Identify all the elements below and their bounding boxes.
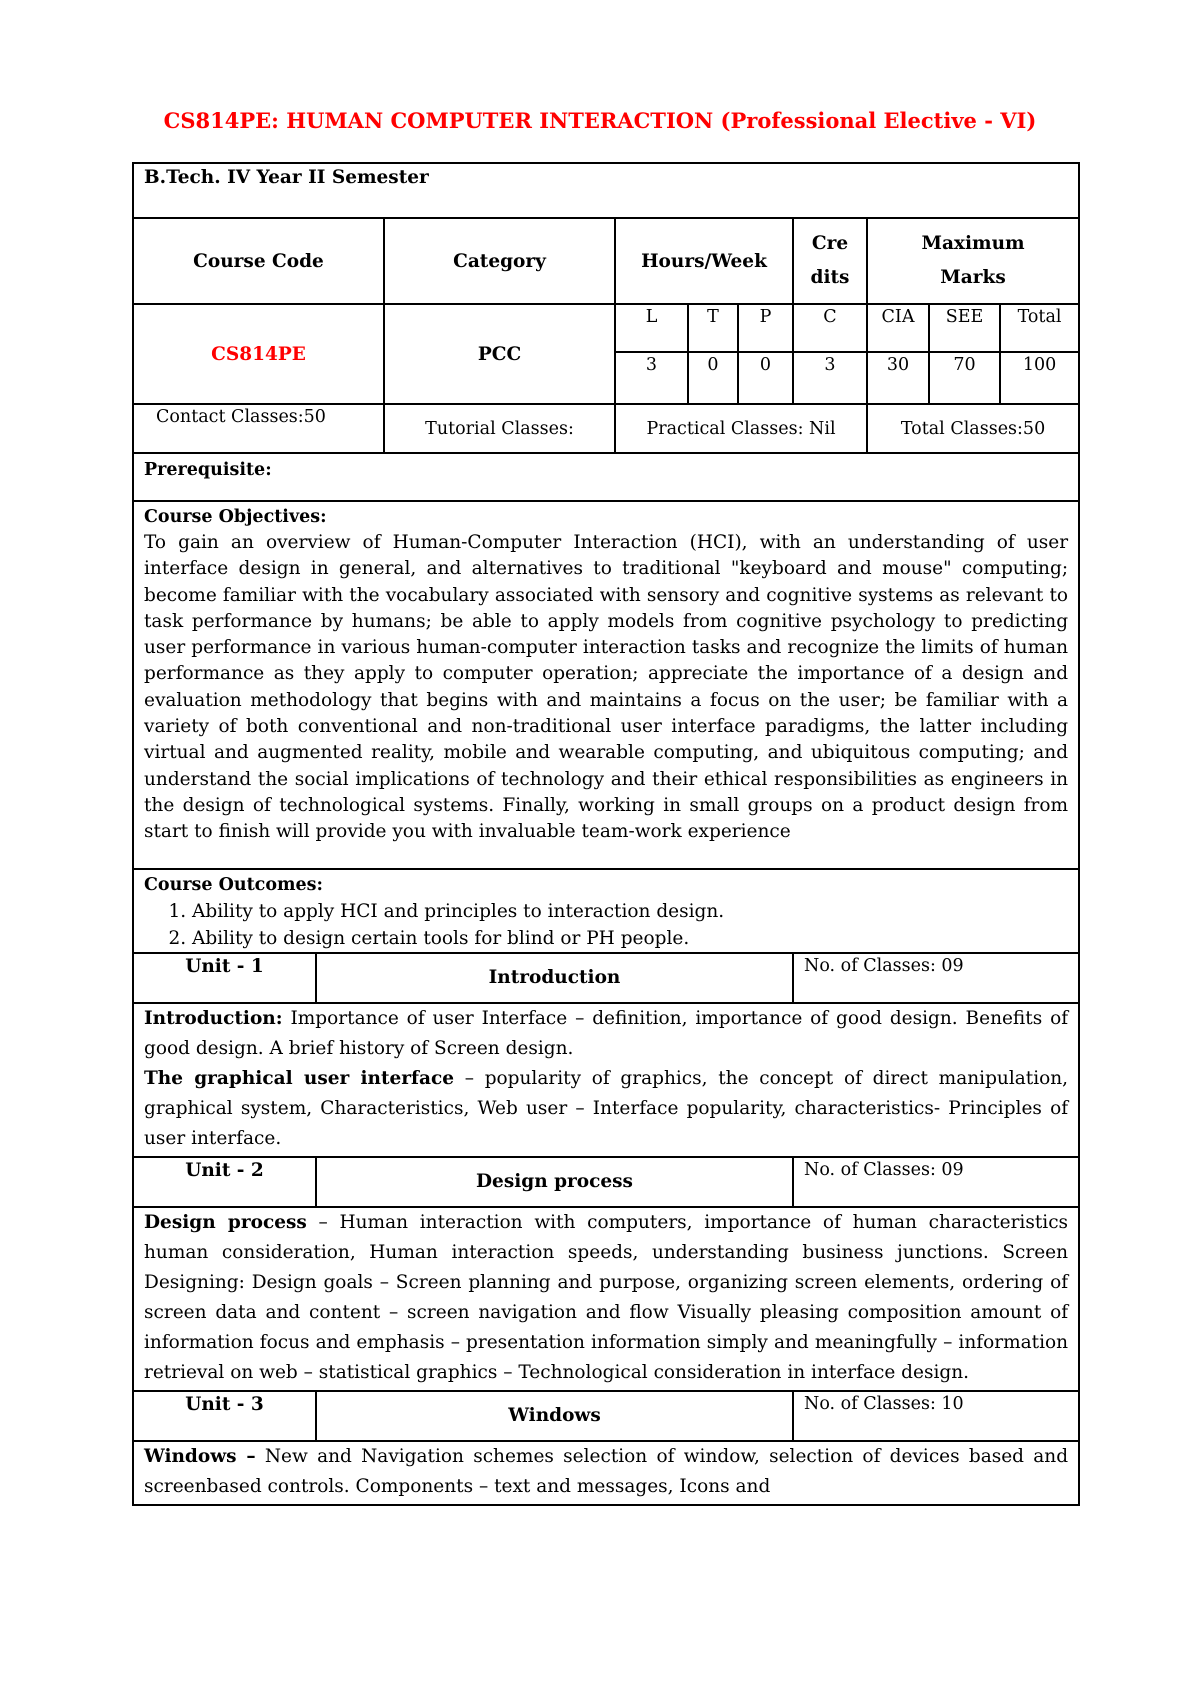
p-value: 0: [738, 352, 793, 404]
hours-week-header: Hours/Week: [615, 218, 793, 304]
unit-content: [133, 1441, 1079, 1505]
page-title: CS814PE: HUMAN COMPUTER INTERACTION (Professional Elective - VI): [163, 108, 1037, 133]
category-header: Category: [384, 218, 615, 304]
outcomes-label: Course Outcomes:: [144, 874, 323, 895]
prerequisite-label: Prerequisite:: [133, 453, 1079, 501]
outcome-item: 2. Ability to design certain tools for blind or PH people.: [192, 925, 1068, 952]
unit-text: – Human interaction with computers, importance of human characteristics human consideration, Human interaction speeds, understanding business junctions. Screen Designing: Design goals – Screen planning and purpose, organizing screen elements, ordering of screen data and content – screen navigation and flow Visually pleasing composition amount of information focus and emphasis – presentation information simply and meaningfully – information retrieval on web – statistical graphics – Technological consideration in interface design.: [144, 1211, 1069, 1383]
credits-header: [793, 218, 867, 304]
unit-text: – popularity of graphics, the concept of direct manipulation, graphical system, Characteristics, Web user – Interface popularity, characteristics- Principles of user interface.: [144, 1067, 1069, 1149]
unit-header-row: [133, 953, 1079, 1003]
category-value: PCC: [384, 304, 615, 404]
unit-paragraph: [144, 1208, 1068, 1388]
unit-classes: No. of Classes: 10: [793, 1391, 1079, 1441]
cia-header: CIA: [867, 304, 929, 352]
contact-classes: Contact Classes:50: [133, 404, 384, 453]
sub-header-row: [133, 304, 1079, 352]
max-marks-header: [867, 218, 1079, 304]
unit-header-row: [133, 1391, 1079, 1441]
outcomes-cell: [133, 869, 1079, 953]
outcome-item: 1. Ability to apply HCI and principles to interaction design.: [192, 898, 1068, 925]
unit-label: Unit - 3: [133, 1391, 316, 1441]
unit-text: New and Navigation schemes selection of window, selection of devices based and screenbased controls. Components – text and messages, Icons and: [144, 1445, 1069, 1497]
unit-classes: No. of Classes: 09: [793, 1157, 1079, 1207]
see-value: 70: [929, 352, 1000, 404]
unit-content-row: [133, 1441, 1079, 1505]
unit-content-row: [133, 1003, 1079, 1157]
c-value: 3: [793, 352, 867, 404]
unit-paragraph: [144, 1004, 1068, 1064]
max-marks-header-line2: Marks: [940, 267, 1006, 288]
objectives-row: [133, 501, 1079, 869]
total-header: Total: [1000, 304, 1079, 352]
unit-title: Design process: [316, 1157, 793, 1207]
unit-header-row: [133, 1157, 1079, 1207]
course-code-value: CS814PE: [133, 304, 384, 404]
objectives-label: Course Objectives:: [144, 507, 327, 527]
objectives-text: To gain an overview of Human-Computer Interaction (HCI), with an understanding of user interface design in general, and alternatives to traditional "keyboard and mouse" computing; become familiar with the vocabulary associated with sensory and cognitive systems as relevant to task performance by humans; be able to apply models from cognitive psychology to predicting user performance in various human-computer interaction tasks and recognize the limits of human performance as they apply to computer operation; appreciate the importance of a design and evaluation methodology that begins with and maintains a focus on the user; be familiar with a variety of both conventional and non-traditional user interface paradigms, the latter including virtual and augmented reality, mobile and wearable computing, and ubiquitous computing; and understand the social implications of technology and their ethical responsibilities as engineers in the design of technological systems. Finally, working in small groups on a product design from start to finish will provide you with invaluable team-work experience: [144, 532, 1069, 843]
unit-classes: No. of Classes: 09: [793, 953, 1079, 1003]
unit-lead: Windows –: [144, 1445, 256, 1467]
outcomes-row: [133, 869, 1079, 953]
unit-title: Windows: [316, 1391, 793, 1441]
objectives-cell: [133, 501, 1079, 869]
l-header: L: [615, 304, 688, 352]
course-code-header: Course Code: [133, 218, 384, 304]
cia-value: 30: [867, 352, 929, 404]
unit-content-row: [133, 1207, 1079, 1391]
syllabus-table: [132, 162, 1080, 1506]
unit-paragraph: [144, 1064, 1068, 1154]
p-header: P: [738, 304, 793, 352]
semester-label: B.Tech. IV Year II Semester: [133, 163, 1079, 218]
unit-lead: The graphical user interface: [144, 1067, 455, 1089]
semester-row: [133, 163, 1079, 218]
max-marks-header-line1: Maximum: [921, 233, 1025, 254]
t-value: 0: [688, 352, 738, 404]
unit-label: Unit - 1: [133, 953, 316, 1003]
prerequisite-row: [133, 453, 1079, 501]
header-row: [133, 218, 1079, 304]
l-value: 3: [615, 352, 688, 404]
t-header: T: [688, 304, 738, 352]
unit-content: [133, 1207, 1079, 1391]
unit-text: Importance of user Interface – definition, importance of good design. Benefits of good design. A brief history of Screen design.: [144, 1007, 1069, 1059]
c-header: C: [793, 304, 867, 352]
unit-paragraph: [144, 1442, 1068, 1502]
credits-header-line2: dits: [810, 267, 850, 288]
total-value: 100: [1000, 352, 1079, 404]
credits-header-line1: Cre: [811, 233, 849, 254]
unit-lead: Introduction:: [144, 1007, 283, 1029]
unit-lead: Design process: [144, 1211, 307, 1233]
tutorial-classes: Tutorial Classes:: [384, 404, 615, 453]
total-classes: Total Classes:50: [867, 404, 1079, 453]
unit-content: [133, 1003, 1079, 1157]
outcomes-list: [144, 898, 1068, 952]
see-header: SEE: [929, 304, 1000, 352]
unit-title: Introduction: [316, 953, 793, 1003]
classes-row: [133, 404, 1079, 453]
practical-classes: Practical Classes: Nil: [615, 404, 867, 453]
unit-label: Unit - 2: [133, 1157, 316, 1207]
